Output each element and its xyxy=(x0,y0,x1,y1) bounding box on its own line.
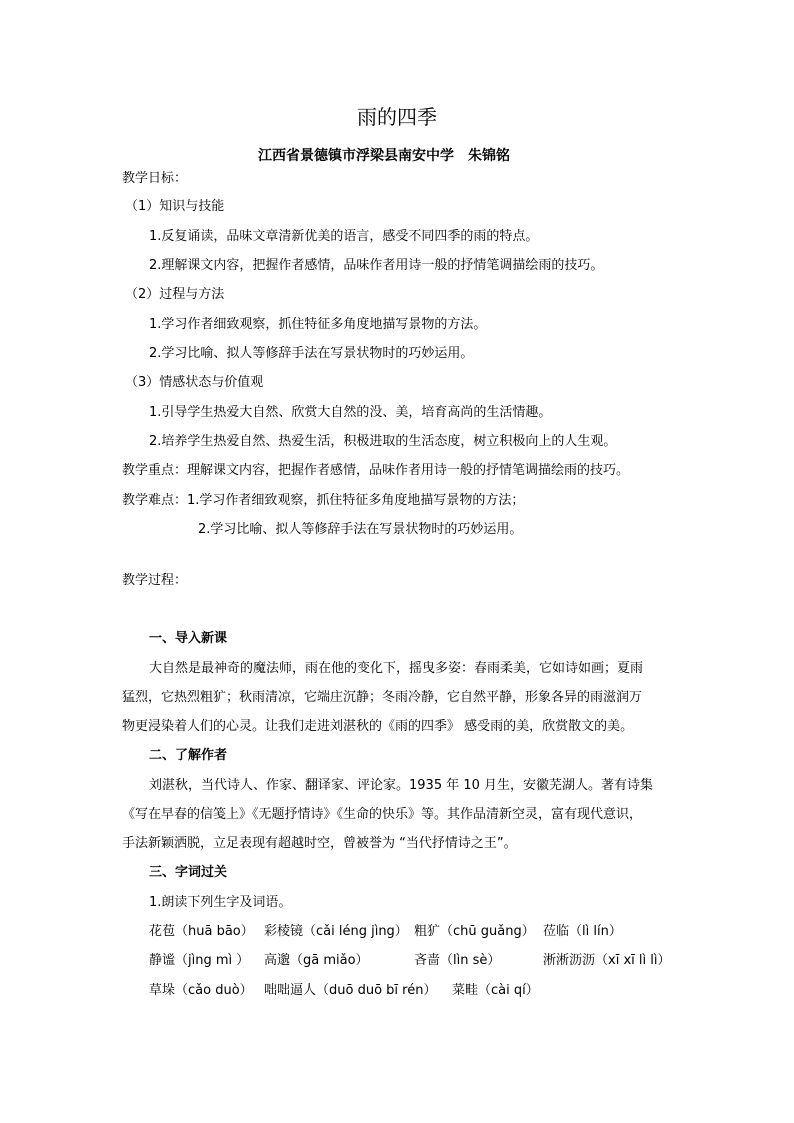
paragraph-line: 大自然是最神奇的魔法师，雨在他的变化下，摇曳多姿：春雨柔美，它如诗如画；夏雨 xyxy=(149,661,644,676)
document-title: 雨的四季 xyxy=(357,105,437,129)
vocab-item: 彩棱镜（cǎi léng jìng） xyxy=(264,924,408,939)
objective-item: 2.培养学生热爱自然、热爱生活，积极进取的生活态度，树立积极向上的人生观。 xyxy=(149,434,617,449)
part3-intro: 1.朗读下列生字及词语。 xyxy=(149,895,292,910)
vocab-item: 吝啬（lìn sè） xyxy=(414,953,501,968)
vocab-item: 高邈（gā miǎo） xyxy=(264,953,369,968)
vocab-item: 淅淅沥沥（xī xī lì lì） xyxy=(543,953,671,968)
section-label: （3）情感状态与价值观 xyxy=(125,375,264,390)
objective-item: 2.学习比喻、拟人等修辞手法在写景状物时的巧妙运用。 xyxy=(149,346,474,361)
vocab-item: 静谧（jìng mì ） xyxy=(149,953,250,968)
part3-heading: 三、字词过关 xyxy=(149,865,228,880)
difficulty-line-2: 2.学习比喻、拟人等修辞手法在写景状物时的巧妙运用。 xyxy=(198,522,523,537)
paragraph-line: 刘湛秋，当代诗人、作家、翻译家、评论家。1935 年 10 月生，安徽芜湖人。著有诗集 xyxy=(149,778,654,793)
key-point: 教学重点：理解课文内容，把握作者感情，品味作者用诗一般的抒情笔调描绘雨的技巧。 xyxy=(122,463,630,478)
objective-item: 1.引导学生热爱大自然、欣赏大自然的没、美，培育高尚的生活情趣。 xyxy=(149,405,552,420)
part1-heading: 一、导入新课 xyxy=(149,631,228,646)
vocab-item: 草垛（cǎo duò） xyxy=(149,983,253,998)
objective-item: 1.学习作者细致观察，抓住特征多角度地描写景物的方法。 xyxy=(149,317,487,332)
vocab-item: 菜畦（cài qí） xyxy=(452,983,539,998)
vocab-item: 花苞（huā bāo） xyxy=(149,924,254,939)
objective-item: 1.反复诵读，品味文章清新优美的语言，感受不同四季的雨的特点。 xyxy=(149,229,539,244)
part2-heading: 二、了解作者 xyxy=(149,748,228,763)
vocab-item: 咄咄逼人（duō duō bī rén） xyxy=(264,983,437,998)
section-label: （1）知识与技能 xyxy=(125,199,225,214)
paragraph-line: 手法新颖洒脱，立足表现有超越时空，曾被誉为 “当代抒情诗之王”。 xyxy=(122,836,517,851)
author-line: 江西省景德镇市浮梁县南安中学 朱锦铭 xyxy=(258,148,510,164)
process-heading: 教学过程： xyxy=(122,573,188,588)
objective-item: 2.理解课文内容，把握作者感情，品味作者用诗一般的抒情笔调描绘雨的技巧。 xyxy=(149,258,604,273)
paragraph-line: 猛烈，它热烈粗犷；秋雨清凉，它端庄沉静；冬雨冷静，它自然平静，形象各异的雨滋润万 xyxy=(122,690,643,705)
objectives-heading: 教学日标： xyxy=(122,171,188,186)
section-label: （2）过程与方法 xyxy=(125,287,225,302)
difficulty-line-1: 教学难点：1.学习作者细致观察，抓住特征多角度地描写景物的方法； xyxy=(122,493,525,508)
paragraph-line: 物更浸染着人们的心灵。让我们走进刘湛秋的《雨的四季》 感受雨的美，欣赏散文的美。 xyxy=(122,719,634,734)
vocab-item: 莅临（lì lín） xyxy=(543,924,622,939)
paragraph-line: 《写在早春的信笺上》《无题抒情诗》《生命的快乐》等。其作品清新空灵，富有现代意识， xyxy=(122,807,643,822)
vocab-item: 粗犷（chū guǎng） xyxy=(414,924,535,939)
